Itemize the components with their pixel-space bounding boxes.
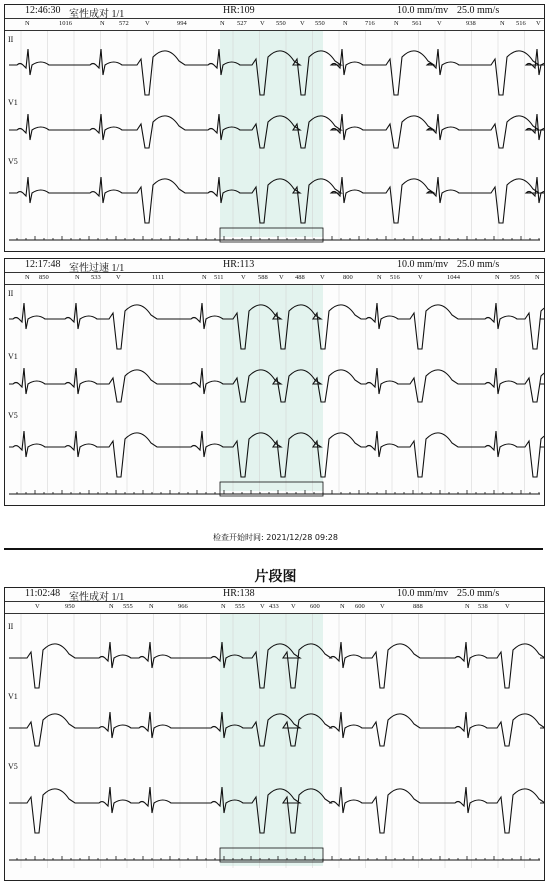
section-title: 片段图: [254, 569, 297, 585]
strip-header: [5, 5, 544, 20]
beat-annotation-row: [5, 601, 544, 614]
beat-label: 572: [119, 20, 129, 27]
beat-label: N: [149, 603, 154, 610]
beat-label: N: [109, 603, 114, 610]
strip-hr: HR:138: [223, 588, 255, 599]
beat-label: 1111: [152, 274, 165, 281]
beat-label: 938: [466, 20, 476, 27]
strip-hr: HR:109: [223, 5, 255, 16]
beat-label: N: [500, 20, 505, 27]
beat-label: N: [394, 20, 399, 27]
beat-label: 555: [235, 603, 245, 610]
beat-label: N: [100, 20, 105, 27]
strip-time: 12:46:30: [25, 5, 61, 16]
strip-speed: 25.0 mm/s: [457, 259, 500, 270]
ecg-trace-strip-3: [5, 588, 544, 880]
lead-label-v1: V1: [8, 692, 18, 701]
strip-gain: 10.0 mm/mv: [397, 588, 449, 599]
strip-hr: HR:113: [223, 259, 255, 270]
lead-label-v5: V5: [8, 411, 18, 420]
beat-label: N: [202, 274, 207, 281]
beat-label: N: [25, 274, 30, 281]
lead-label-v5: V5: [8, 762, 18, 771]
beat-label: 1016: [59, 20, 72, 27]
strip-header: [5, 259, 544, 274]
lead-label-ii: II: [8, 289, 14, 298]
beat-label: 433: [269, 603, 279, 610]
beat-label: 716: [365, 20, 375, 27]
beat-label: V: [300, 20, 305, 27]
beat-label: N: [25, 20, 30, 27]
beat-label: N: [495, 274, 500, 281]
strip-rhythm: 室性成对 1/1: [69, 592, 125, 603]
beat-label: N: [340, 603, 345, 610]
beat-label: 505: [510, 274, 520, 281]
beat-label: 950: [65, 603, 75, 610]
beat-label: V: [437, 20, 442, 27]
beat-label: N: [75, 274, 80, 281]
lead-label-v5: V5: [8, 157, 18, 166]
beat-label: V: [241, 274, 246, 281]
beat-label: 994: [177, 20, 187, 27]
beat-label: V: [116, 274, 121, 281]
beat-label: 511: [214, 274, 224, 281]
beat-label: V: [380, 603, 385, 610]
strip-rhythm: 室性过速 1/1: [69, 263, 125, 274]
strip-speed: 25.0 mm/s: [457, 588, 500, 599]
section-divider: [4, 548, 543, 550]
ecg-strip-3[interactable]: [4, 587, 545, 881]
beat-label: 600: [355, 603, 365, 610]
highlight-segment: [220, 614, 323, 866]
beat-label: 550: [276, 20, 286, 27]
beat-label: 1044: [447, 274, 460, 281]
beat-label: N: [377, 274, 382, 281]
beat-label: 888: [413, 603, 423, 610]
beat-label: V: [35, 603, 40, 610]
beat-label: V: [536, 20, 541, 27]
ecg-trace-strip-2: [5, 259, 544, 505]
check-start-time: 检查开始时间: 2021/12/28 09:28: [213, 533, 338, 542]
beat-label: 850: [39, 274, 49, 281]
beat-label: V: [505, 603, 510, 610]
beat-annotation-row: [5, 272, 544, 285]
strip-gain: 10.0 mm/mv: [397, 5, 449, 16]
beat-label: 516: [516, 20, 526, 27]
beat-label: 538: [478, 603, 488, 610]
beat-label: V: [279, 274, 284, 281]
beat-label: V: [291, 603, 296, 610]
beat-label: N: [220, 20, 225, 27]
beat-label: 561: [412, 20, 422, 27]
beat-label: N: [535, 274, 540, 281]
beat-label: 588: [258, 274, 268, 281]
lead-label-v1: V1: [8, 352, 18, 361]
strip-speed: 25.0 mm/s: [457, 5, 500, 16]
beat-label: 555: [123, 603, 133, 610]
lead-label-ii: II: [8, 35, 14, 44]
strip-gain: 10.0 mm/mv: [397, 259, 449, 270]
strip-time: 11:02:48: [25, 588, 61, 599]
beat-label: N: [343, 20, 348, 27]
beat-label: 488: [295, 274, 305, 281]
beat-label: V: [260, 20, 265, 27]
ecg-strip-1[interactable]: [4, 4, 545, 252]
beat-label: V: [260, 603, 265, 610]
strip-header: [5, 588, 544, 603]
beat-label: 527: [237, 20, 247, 27]
beat-label: 600: [310, 603, 320, 610]
beat-label: 533: [91, 274, 101, 281]
strip-rhythm: 室性成对 1/1: [69, 9, 125, 20]
ecg-strip-2[interactable]: [4, 258, 545, 506]
beat-label: 800: [343, 274, 353, 281]
beat-label: 550: [315, 20, 325, 27]
ecg-trace-strip-1: [5, 5, 544, 251]
beat-annotation-row: [5, 18, 544, 31]
strip-time: 12:17:48: [25, 259, 61, 270]
beat-label: N: [221, 603, 226, 610]
beat-label: N: [465, 603, 470, 610]
lead-label-v1: V1: [8, 98, 18, 107]
beat-label: 966: [178, 603, 188, 610]
lead-label-ii: II: [8, 622, 14, 631]
beat-label: V: [320, 274, 325, 281]
beat-label: V: [418, 274, 423, 281]
beat-label: V: [145, 20, 150, 27]
beat-label: 516: [390, 274, 400, 281]
